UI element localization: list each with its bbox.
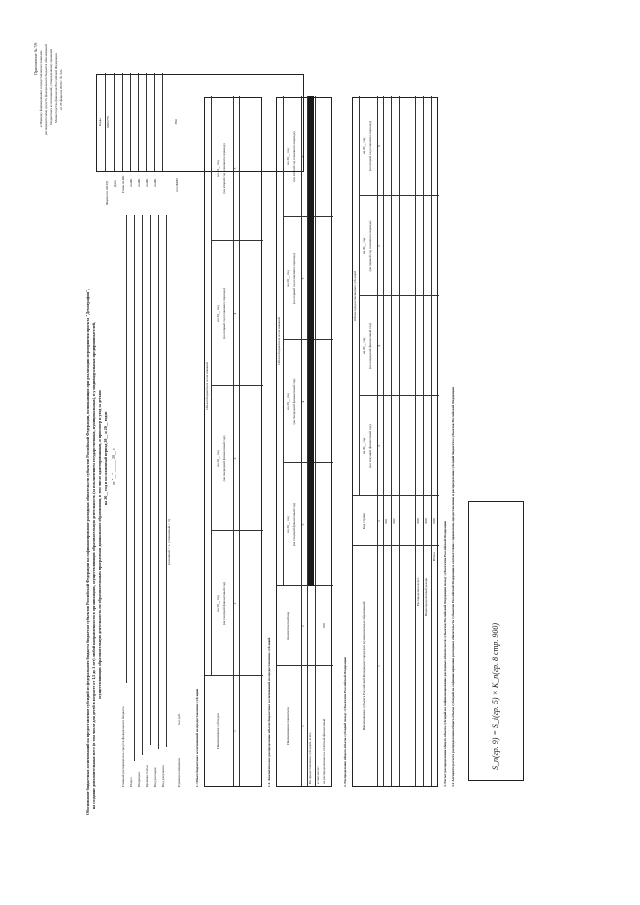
section11-col-sub: (на первый год планового периода): [292, 253, 296, 304]
section11-col-sub: (на второй год планового периода): [292, 131, 296, 182]
section2-col: на 20__ год: [362, 137, 366, 155]
appendix-line: Министерства финансов Российской Федерации: [54, 53, 58, 123]
section1-col-sub: (на первый год планового периода): [222, 288, 226, 339]
section1-col: на 20__ год: [216, 160, 220, 177]
section2-row-code: 002: [392, 518, 396, 524]
unit-value: тыс.руб.: [177, 713, 181, 725]
section2-col-sub: (на второй год планового периода): [368, 121, 372, 171]
section2-row-code: 001: [384, 518, 388, 524]
codes-label: Коды: [98, 118, 102, 126]
section11-col: на 20__ год: [286, 270, 290, 287]
title-line: Обоснование бюджетных ассигнований на предоставление субсидий из федерального бюджета бюджетам субъектов Российской Федерации на софинансирование расходных обязательств субъектов Российской Федерации, возникающих при реализации мероприятия проекта "Демография",: [85, 288, 90, 815]
section11-col-num: 3: [301, 523, 305, 526]
section1-col: на 20__ год: [216, 450, 220, 467]
section2-total-code: 600: [432, 518, 436, 524]
section2-group-header: Объем предоставляемых субсидий: [353, 270, 357, 322]
section11-group-header: Объем бюджетных ассигнований: [277, 317, 281, 365]
section2-col-num: 6: [377, 145, 381, 147]
section2-col-sub: (на очередной финансовый год): [368, 323, 372, 369]
section1-col-num: 5: [233, 167, 237, 170]
section2-col-num: 5: [377, 245, 381, 247]
appendix-line: к Порядку формирования и представления главными: [39, 50, 43, 127]
section2-col-num: 4: [377, 345, 381, 347]
section11-row-code: 100: [322, 623, 326, 629]
section2-col-num: 1: [377, 665, 381, 667]
bk-label: по БК: [145, 178, 149, 187]
section2-col: на 20__ год: [362, 337, 366, 355]
section1-col-sub: (на текущий финансовый год): [222, 581, 226, 626]
appendix-number: Приложение № 7/6: [33, 42, 38, 75]
glava-label: Глава по БК: [121, 175, 125, 193]
title-line: на создание дополнительных мест (в том числе для детей в возрасте от 1,5 до 3 лет) любой направленности в организациях, осуществляющих образовательную деятельность (за исключением государственных, муниципальных), и у индивидуальных предпринимателей,: [91, 322, 96, 809]
section2-col-sub: (на текущий финансовый год): [368, 424, 372, 468]
section11-col: на 20__ год: [286, 148, 290, 165]
shaded-cells: [308, 96, 314, 586]
section2-total-label: Распределено всего: [416, 577, 420, 606]
formula-box: [468, 501, 524, 781]
section1-col: на 20__ год: [216, 305, 220, 322]
header-row-label: Подраздел: [137, 771, 141, 787]
section1-col-num: 4: [233, 312, 237, 315]
form-code: 0505779: [106, 116, 110, 128]
bk-label: по БК: [129, 178, 133, 187]
section11-col-sub: (на текущий финансовый год): [292, 502, 296, 547]
form-okud-label: Форма по ОКУД: [105, 181, 109, 205]
section11-row-notdist: не распределенные на отчетный финансовый: [322, 718, 326, 784]
okei-code: 384: [174, 119, 178, 125]
section11-col-code: Аналитический код: [286, 611, 290, 641]
section2-col: на 20__ год: [362, 437, 366, 455]
appendix-line: от 26 февраля 2020 г. № 32н: [59, 69, 63, 110]
section2-col-code: Код строки: [362, 512, 366, 530]
section11-col: на 20__ год: [286, 393, 290, 410]
doc-type-hint: (основной = 1, уточненный = 2): [167, 519, 171, 565]
section1-col-num: 3: [233, 457, 237, 460]
header-row-label: Раздел: [129, 777, 133, 787]
section11-col: на 20__ год: [286, 516, 290, 533]
section2-total-code: 900: [416, 518, 420, 524]
appendix-line: бюджетных ассигнований, утвержденному приказом: [49, 48, 53, 125]
date-label: Дата: [113, 180, 117, 187]
unit-label: Единица измерения:: [177, 757, 181, 787]
section1-col-sub: (на очередной финансовый год): [222, 435, 226, 482]
section2-heading: 2. Распределение общего объема субсидий между субъектами Российской Федерации: [343, 657, 347, 787]
section3-heading: 3. Расчет распределения общего объема субсидий на софинансирование расходных обязательств субъектов Российской Федерации между субъектами Российской Федерации: [443, 521, 447, 787]
header-row-label: Целевая статья: [145, 765, 149, 787]
bk-label: по БК: [153, 178, 157, 187]
title-line: на 20__ год и на плановый период 20__ и 20__ годов: [103, 411, 108, 505]
section1-col-name: Наименование субсидии: [216, 713, 220, 749]
section1-col-num: 2: [233, 602, 237, 605]
section11-col-num: 1: [301, 725, 305, 727]
bk-label: по БК: [137, 178, 141, 187]
section1-heading: 1. Объем бюджетных ассигнований на предоставление субсидии: [195, 688, 199, 787]
section11-col-name: Наименование показателя: [286, 707, 290, 745]
header-row-label: Главный распорядитель средств федерального бюджета: [121, 706, 125, 787]
section1-col: на 20__ год: [216, 595, 220, 612]
title-date: от "__" ______ 20__ г.: [111, 447, 116, 485]
section2-total-code: 800: [424, 518, 428, 524]
section11-col-num: 6: [301, 155, 305, 158]
section11-col-sub: (на очередной финансовый год): [292, 378, 296, 425]
section2-table: [352, 97, 438, 787]
section11-heading: 1.1. Аналитическое распределение объема бюджетных ассигнований на предоставление субсидий: [267, 637, 271, 787]
section11-row-incl: в том числе:: [316, 766, 320, 784]
section1-group-header: Объем бюджетных ассигнований: [205, 362, 209, 410]
section2-col-sub: (на первый год планового периода): [368, 220, 372, 272]
section3-subheading: 3.1 Алгоритм расчета распределения общего объема субсидий на софинансирование расходных обязательств субъектов Российской Федерации в соответствии с правилами, предоставления и распределения субсидий бюджетам субъектов Российской Федерации: [451, 387, 455, 787]
section2-col-num: 3: [377, 445, 381, 447]
section11-table: [276, 97, 332, 787]
section2-col-num: 2: [377, 520, 381, 522]
section11-row-total: На предоставление субсидий, всего: [308, 732, 312, 784]
section2-total-label: Итого: [432, 552, 436, 561]
appendix-line: распорядителями средств федерального бюджета обоснований: [44, 44, 48, 135]
header-row-label: Вид расходов: [153, 767, 157, 787]
section2-total-label: Нераспределенный резерв: [424, 577, 428, 616]
section1-col-sub: (на второй год планового периода): [222, 143, 226, 194]
header-row-label: Вид документа: [161, 765, 165, 787]
title-line: осуществляющих образовательную деятельность по образовательным программам дошкольного образования, в том числе адаптированным, и присмотр и уход за детьми: [97, 390, 102, 699]
section11-col-num: 5: [301, 277, 305, 280]
section1-col-num: 1: [233, 730, 237, 732]
section2-col-name: Наименование субъекта Российской Федерации/ городских муниципальных образований: [362, 601, 366, 731]
section11-col-num: 4: [301, 400, 305, 403]
okei-label: по ОКЕИ: [175, 178, 179, 192]
section1-table: [204, 97, 262, 787]
codes-box: [96, 74, 304, 172]
section11-col-num: 2: [301, 625, 305, 627]
formula-text: S_n(гр. 9) = S_i(гр. 5) × K_n(гр. 8 стр. 900): [491, 622, 500, 770]
section2-col: на 20__ год: [362, 237, 366, 255]
